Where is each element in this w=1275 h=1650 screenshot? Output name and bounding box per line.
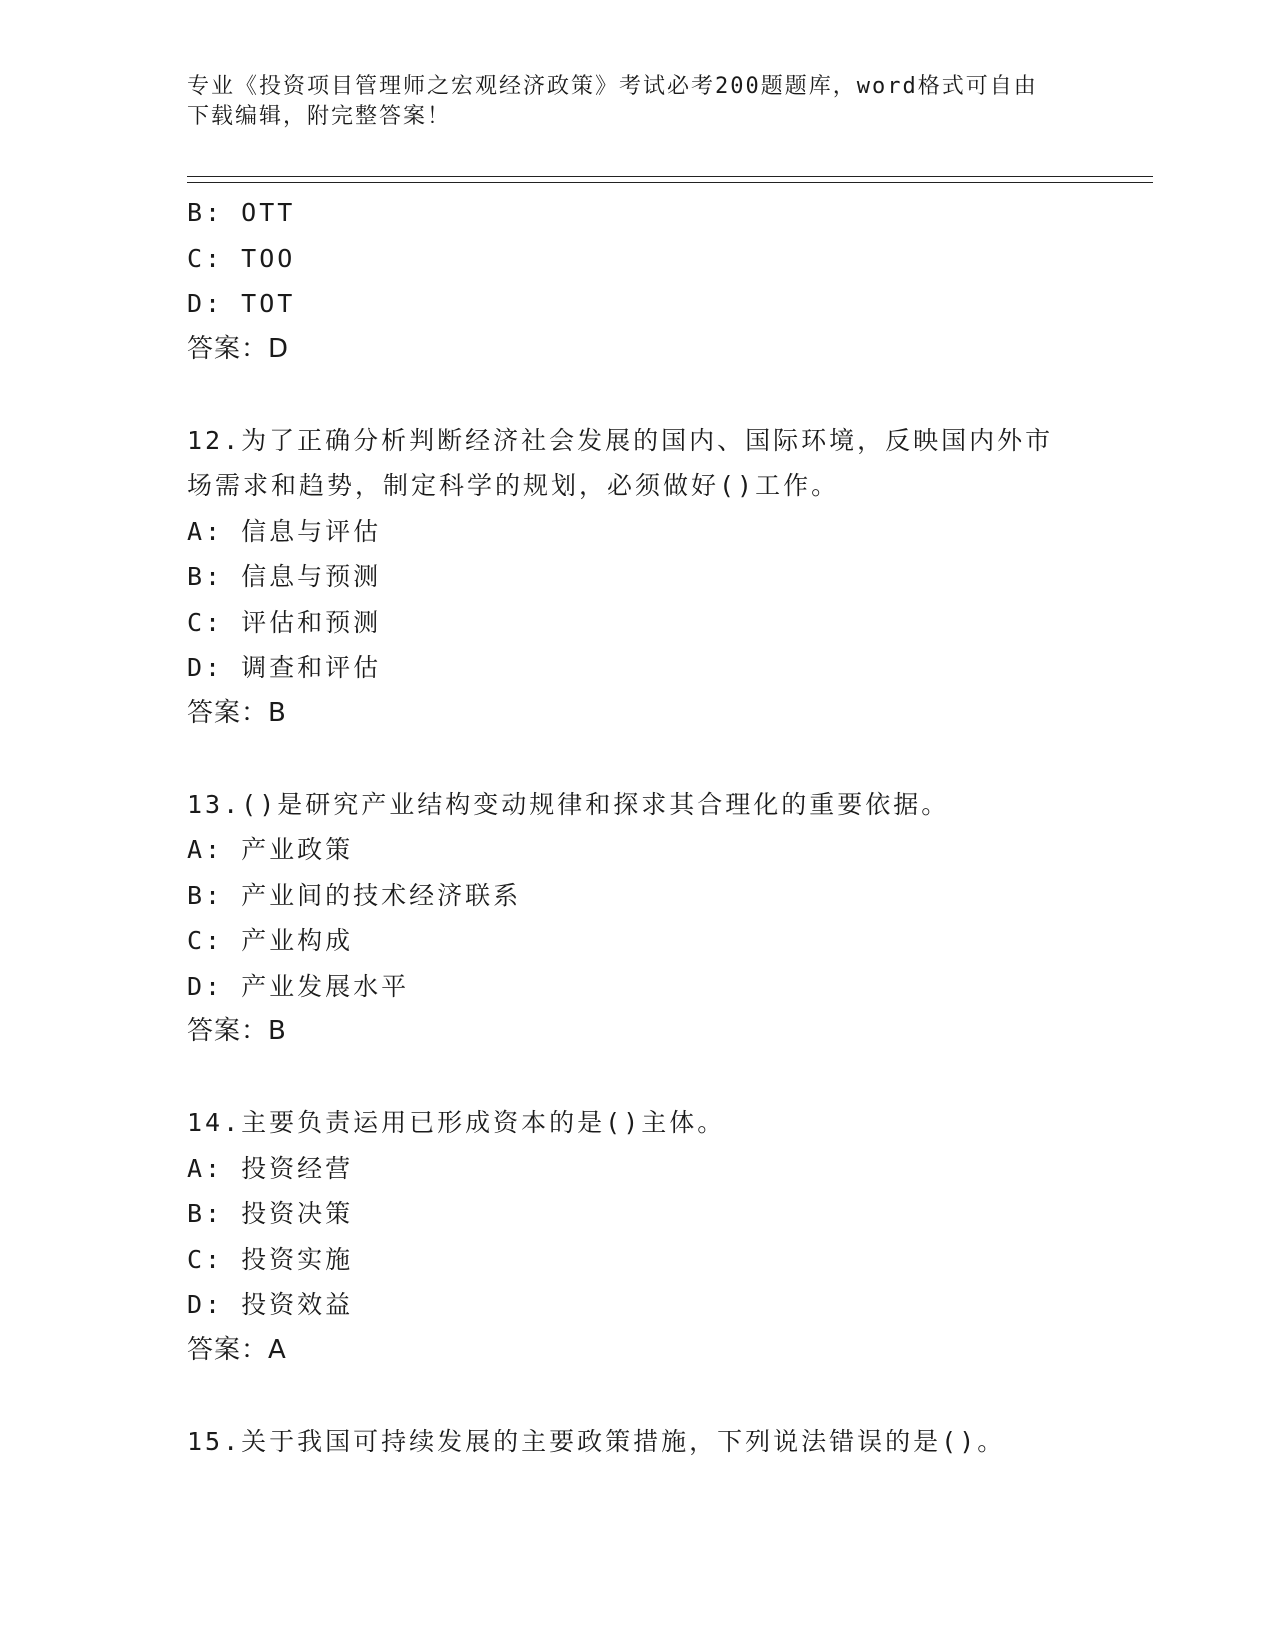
question-14 xyxy=(187,1100,1087,1373)
question-stem-continued: 场需求和趋势，制定科学的规划，必须做好()工作。 xyxy=(187,471,840,500)
answer: 答案：B xyxy=(187,697,287,728)
header-title-line-1: 专业《投资项目管理师之宏观经济政策》考试必考200题题库，word格式可自由 xyxy=(187,74,1038,99)
header-divider-top xyxy=(187,176,1153,177)
header-divider-bottom xyxy=(187,182,1153,183)
option-d: D: 产业发展水平 xyxy=(187,971,410,1001)
spacer xyxy=(187,372,1087,418)
option-c: C: 评估和预测 xyxy=(187,607,382,637)
question-11 xyxy=(187,190,1087,372)
page-header xyxy=(187,72,1067,132)
option-b: B: 产业间的技术经济联系 xyxy=(187,880,522,910)
option-b: B: 投资决策 xyxy=(187,1199,354,1228)
question-stem: 13.()是研究产业结构变动规律和探求其合理化的重要依据。 xyxy=(187,789,950,819)
question-12 xyxy=(187,418,1087,737)
option-d: D: 投资效益 xyxy=(187,1290,354,1319)
answer: 答案：B xyxy=(187,1016,287,1046)
option-b: B: 信息与预测 xyxy=(187,562,382,591)
question-13 xyxy=(187,782,1087,1055)
option-a: A: 投资经营 xyxy=(187,1153,354,1183)
option-c: C: 产业构成 xyxy=(187,926,354,955)
option-a: A: 信息与评估 xyxy=(187,516,382,546)
option-c: C: TOO xyxy=(187,243,296,273)
option-b: B: OTT xyxy=(187,198,296,227)
header-title-line-2: 下载编辑，附完整答案！ xyxy=(187,104,452,129)
question-stem: 14.主要负责运用已形成资本的是()主体。 xyxy=(187,1108,726,1137)
question-stem: 12.为了正确分析判断经济社会发展的国内、国际环境，反映国内外市 xyxy=(187,425,1054,455)
option-a: A: 产业政策 xyxy=(187,835,354,864)
answer: 答案：D xyxy=(187,333,290,364)
question-stem: 15.关于我国可持续发展的主要政策措施，下列说法错误的是()。 xyxy=(187,1426,1006,1456)
option-d: D: TOT xyxy=(187,289,296,318)
spacer xyxy=(187,1055,1087,1101)
spacer xyxy=(187,736,1087,782)
option-d: D: 调查和评估 xyxy=(187,653,382,682)
option-c: C: 投资实施 xyxy=(187,1244,354,1274)
question-15 xyxy=(187,1419,1087,1465)
answer: 答案：A xyxy=(187,1334,287,1365)
spacer xyxy=(187,1373,1087,1419)
question-list xyxy=(187,190,1087,1464)
